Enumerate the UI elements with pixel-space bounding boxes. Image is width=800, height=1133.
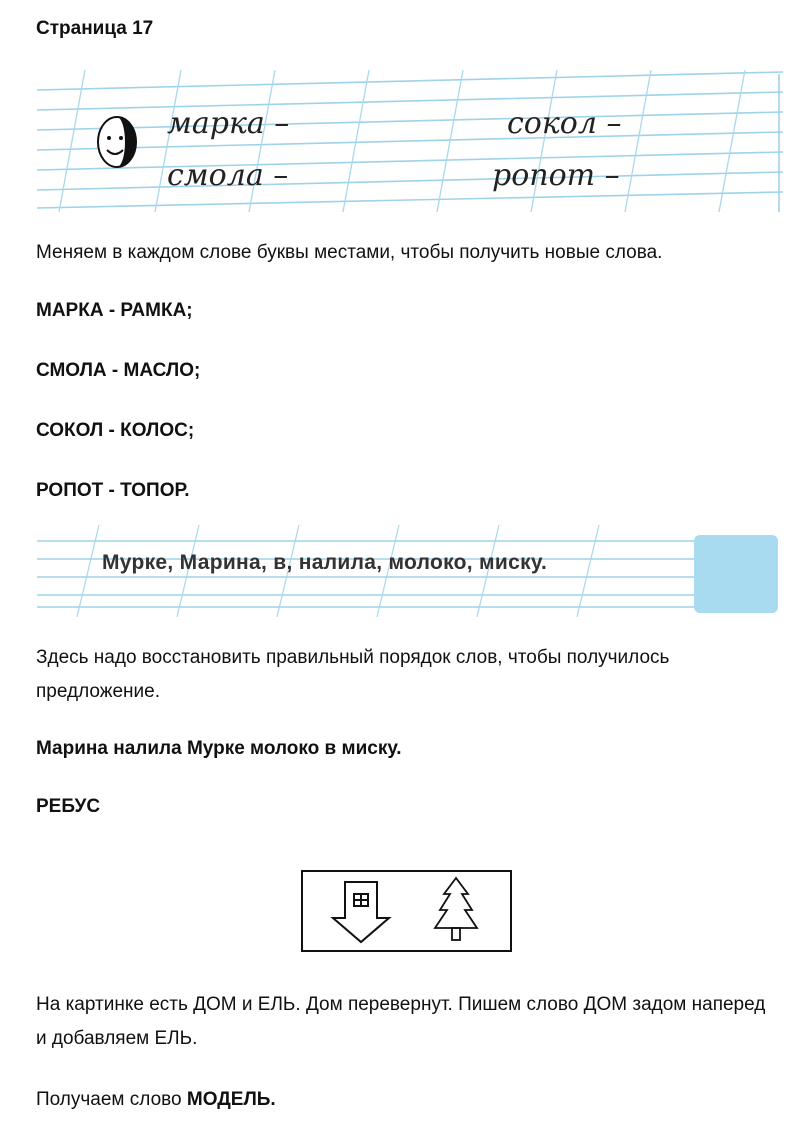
copybook-sentence-svg — [37, 525, 783, 617]
scrambled-sentence: Мурке, Марина, в, налила, молоко, миску. — [102, 551, 548, 574]
rebus-result-word: МОДЕЛЬ. — [186, 1089, 276, 1110]
rebus-result — [36, 1083, 776, 1117]
copybook-word-4: ропот – — [492, 158, 620, 193]
exercise2-answer: Марина налила Мурке молоко в миску. — [36, 738, 402, 759]
answer-line-1: МАРКА - РАМКА; — [36, 300, 193, 321]
rebus-result-prefix: Получаем слово — [36, 1089, 182, 1110]
answer-line-3: СОКОЛ - КОЛОС; — [36, 420, 195, 441]
copybook-lines-svg — [37, 70, 783, 212]
copybook-word-1: марка – — [167, 106, 290, 141]
copybook-word-2: смола – — [167, 158, 289, 193]
exercise1-explanation: Меняем в каждом слове буквы местами, чтобы получить новые слова. — [36, 242, 663, 263]
copybook-word-3: сокол – — [507, 106, 622, 141]
answer-line-2: СМОЛА - МАСЛО; — [36, 360, 201, 381]
exercise2-explanation: Здесь надо восстановить правильный порядок слов, чтобы получилось предложение. — [36, 647, 670, 702]
answer-line-4: РОПОТ - ТОПОР. — [36, 480, 190, 501]
smiley-face-icon — [98, 117, 136, 167]
rebus-heading: РЕБУС — [36, 796, 101, 817]
copybook-image-sentence — [37, 525, 783, 617]
answer-box — [694, 535, 778, 613]
rebus-svg — [301, 870, 512, 952]
copybook-image-words — [37, 70, 783, 212]
rebus-image — [301, 870, 512, 952]
page-heading: Страница 17 — [36, 18, 154, 39]
rebus-explanation: На картинке есть ДОМ и ЕЛЬ. Дом перевернут. Пишем слово ДОМ задом наперед и добавляем ЕЛЬ. — [36, 994, 766, 1049]
